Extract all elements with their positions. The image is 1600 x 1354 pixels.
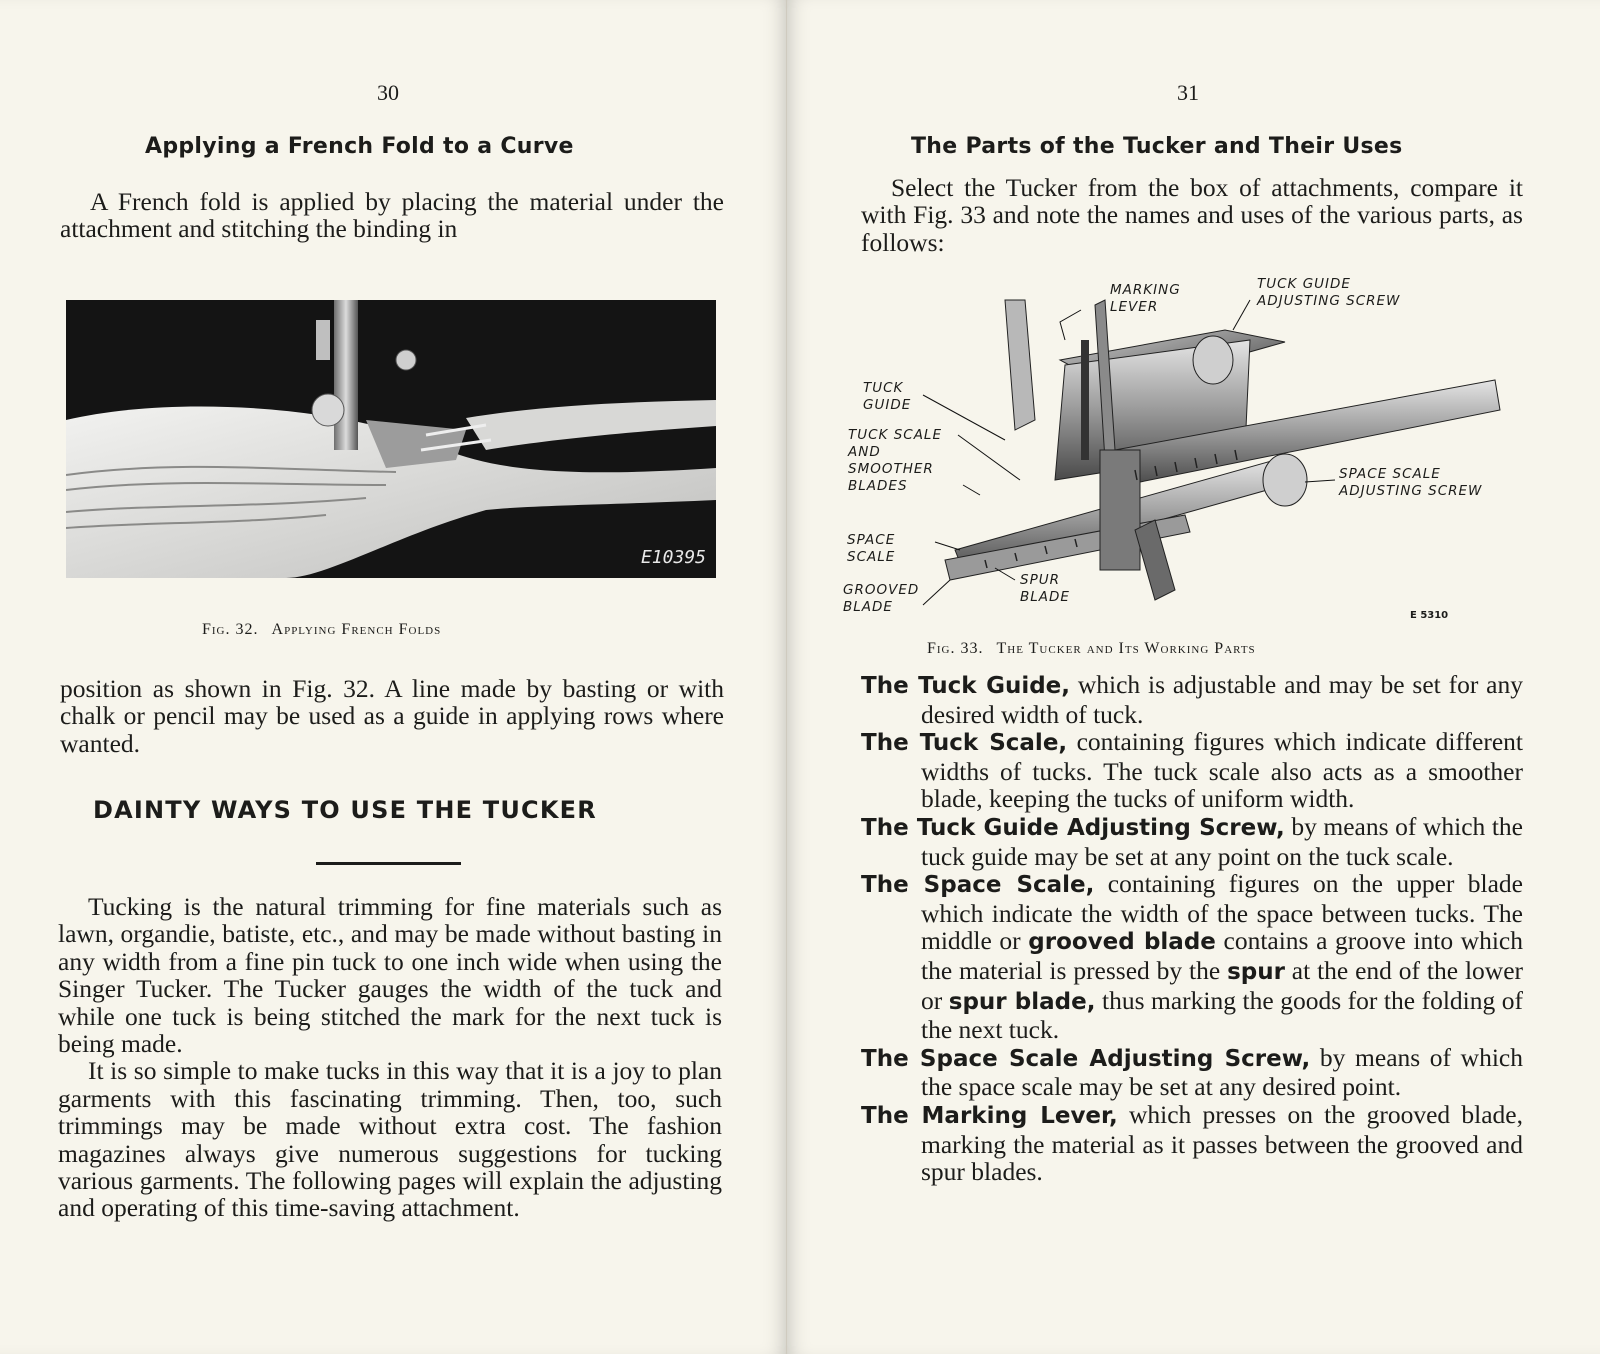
- def-text: by means of which the space scale may be set at any desired point.: [921, 1042, 1523, 1102]
- figure-32-caption: [202, 621, 441, 639]
- figure-code: E 5310: [1410, 610, 1449, 621]
- tucker-illustration: [855, 270, 1505, 630]
- tuck-guide-screw-label: TUCK GUIDE ADJUSTING SCREW: [1257, 276, 1401, 309]
- sewing-foot-illustration: [66, 300, 716, 578]
- page-number: 31: [1177, 80, 1199, 105]
- def-tuck-guide: [861, 671, 1523, 728]
- space-scale-screw-label: SPACE SCALE ADJUSTING SCREW: [1339, 466, 1483, 499]
- page-title: The Parts of the Tucker and Their Uses: [911, 134, 1403, 159]
- page-number: 30: [377, 80, 399, 105]
- intro-text: A French fold is applied by placing the material under the attachment and stitching the binding in: [60, 187, 724, 244]
- keyword-spur: spur: [1227, 958, 1285, 985]
- def-term: The Marking Lever,: [861, 1102, 1118, 1129]
- def-term: The Space Scale,: [861, 872, 1095, 899]
- figure-32-photo: [66, 300, 716, 578]
- space-scale-label: SPACE SCALE: [847, 532, 896, 565]
- def-term: The Tuck Guide Adjusting Screw,: [861, 814, 1285, 841]
- paragraph-1: Tucking is the natural trimming for fine materials such as lawn, organdie, batiste, etc., and may be made without basting in any width from a fine pin tuck to one inch wide when using the Singer Tucker. The Tucker gauges the width of the tuck and while one tuck is being stitched the mark for the next tuck is being made.: [58, 892, 722, 1059]
- continuation-text: position as shown in Fig. 32. A line made by basting or with chalk or pencil may be used as a guide in applying rows where wanted.: [60, 674, 724, 758]
- continuation-paragraph: [60, 675, 724, 757]
- spur-blade-label: SPUR BLADE: [1020, 572, 1070, 605]
- def-text: containing figures which indicate different widths of tucks. The tuck scale also acts as a smoother blade, keeping the tucks of uniform width.: [921, 727, 1523, 814]
- def-tuck-guide-screw: [861, 813, 1523, 870]
- tuck-scale-label: TUCK SCALE AND SMOOTHER BLADES: [848, 427, 942, 494]
- def-text: which is adjustable and may be set for any desired width of tuck.: [921, 670, 1523, 729]
- def-tuck-scale: [861, 728, 1523, 813]
- tucker-text: [58, 893, 722, 1222]
- figure-33-caption: [927, 640, 1256, 658]
- def-space-scale: [861, 870, 1523, 1044]
- def-text: by means of which the tuck guide may be set at any point on the tuck scale.: [921, 811, 1523, 871]
- section-heading: DAINTY WAYS TO USE THE TUCKER: [93, 796, 597, 824]
- def-text: containing figures on the upper blade which indicate the width of the space between tucks. The middle or: [921, 869, 1523, 956]
- def-text: at the end of the lower or: [921, 955, 1524, 1015]
- def-marking-lever: [861, 1101, 1523, 1186]
- figure-33-tucker: [843, 270, 1505, 630]
- caption-prefix: Fig. 32.: [202, 621, 259, 638]
- intro-text: Select the Tucker from the box of attachments, compare it with Fig. 33 and note the names and uses of the various parts, as follows:: [861, 173, 1523, 257]
- intro-paragraph: [861, 174, 1523, 256]
- paragraph-2: It is so simple to make tucks in this way that it is a joy to plan garments with this fascinating trimming. Then, too, such trimmings may be made without extra cost. The fashion magazines always give numerous suggestions for tucking various garments. The following pages will explain the adjusting and operating of this time-saving attachment.: [58, 1056, 722, 1223]
- def-text: contains a groove into which the material is pressed by the: [921, 926, 1523, 985]
- def-text: which presses on the grooved blade, marking the material as it passes between the grooved and spur blades.: [921, 1099, 1523, 1187]
- caption-text: Applying French Folds: [271, 621, 442, 638]
- page-title: Applying a French Fold to a Curve: [145, 134, 574, 159]
- heading-divider: [316, 862, 461, 865]
- grooved-blade-label: GROOVED BLADE: [843, 582, 920, 615]
- keyword-grooved-blade: grooved blade: [1028, 929, 1216, 956]
- intro-paragraph: [60, 188, 724, 243]
- marking-lever-label: MARKING LEVER: [1110, 282, 1181, 315]
- tuck-guide-label: TUCK GUIDE: [863, 380, 912, 413]
- parts-definitions: [861, 671, 1523, 1186]
- keyword-spur-blade: spur blade,: [948, 988, 1096, 1015]
- def-space-scale-screw: [861, 1044, 1523, 1101]
- def-term: The Tuck Scale,: [861, 730, 1068, 757]
- def-term: The Space Scale Adjusting Screw,: [861, 1045, 1311, 1072]
- def-text: thus marking the goods for the folding of the next tuck.: [921, 985, 1523, 1045]
- caption-prefix: Fig. 33.: [927, 640, 984, 657]
- figure-code: E10395: [640, 547, 706, 568]
- caption-text: The Tucker and Its Working Parts: [996, 640, 1256, 657]
- def-term: The Tuck Guide,: [861, 673, 1071, 699]
- left-page: [0, 0, 787, 1354]
